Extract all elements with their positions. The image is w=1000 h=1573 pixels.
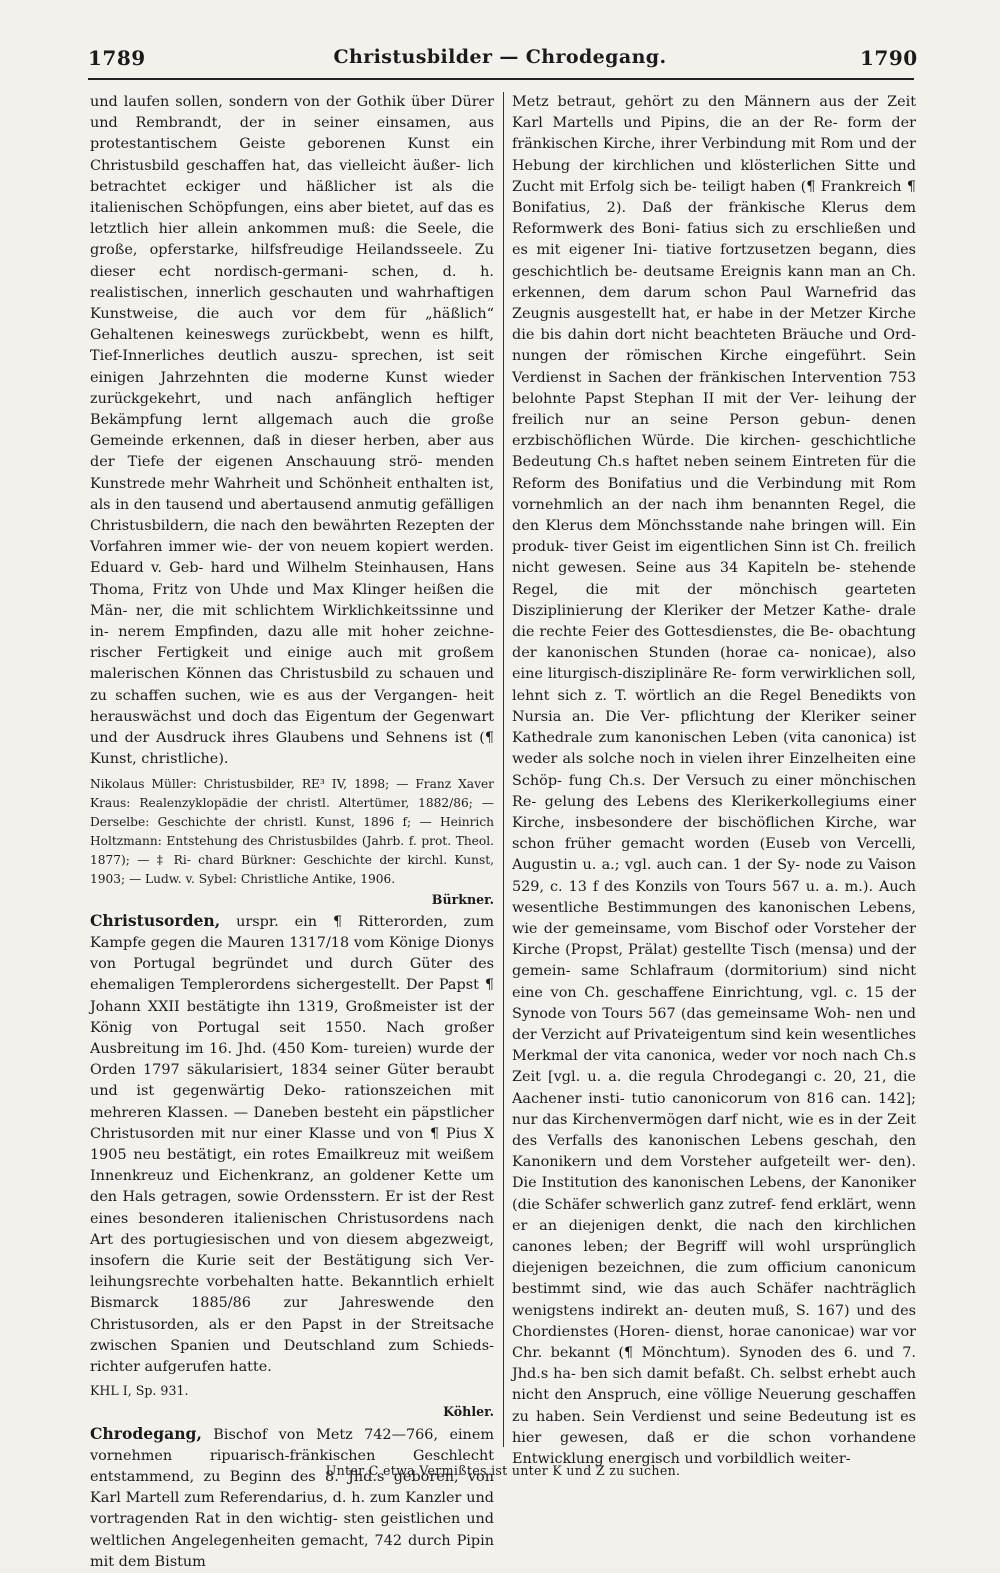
header-rule [88,78,914,80]
christusorden-author-signature: Köhler. [443,1404,494,1420]
christusbilder-author-signature: Bürkner. [431,891,494,907]
chrodegang-lemma: Chrodegang, [90,1423,202,1443]
column-divider [503,92,504,1447]
christusorden-lemma: Christusorden, [90,910,221,930]
christusbilder-references: Nikolaus Müller: Christusbilder, RE³ IV, 1898; — Franz Xaver Kraus: Realenzyklopädie der christl. Altertümer, 1882/86; — Derselbe: Geschichte der christl. Kunst, 1896 f; — Heinrich Holtzmann: Entstehung des Christusbildes (Jahrb. f. prot. Theol. 1877); — ‡ Ri- chard Bürkner: Geschichte der kirchl. Kunst, 1903; — Ludw. v. Sybel: Christliche Antike, 1906. [90,776,494,886]
christusorden-text: urspr. ein ¶ Ritterorden, zum Kampfe gegen die Mauren 1317/18 vom Könige Dionys von Portugal begründet und durch Güter des ehemaligen Templerordens sichergestellt. Der Papst ¶ Johann XXII bestätigte ihn 1319, Großmeister ist der König von Portugal seit 1550. Nach großer Ausbreitung im 16. Jhd. (450 Kom- tureien) wurde der Orden 1797 säkularisiert, 1834 seiner Güter beraubt und ist gegenwärtig Deko- rationszeichen mit mehreren Klassen. — Daneben besteht ein päpstlicher Christusorden mit nur einer Klasse und von ¶ Pius X 1905 neu bestätigt, ein rotes Emailkreuz mit weißem Innenkreuz und Eichenkranz, an goldener Kette um den Hals getragen, sowie Ordensstern. Er ist der Rest eines besonderen italienischen Christusordens nach Art des portugiesischen und von diesem abgezweigt, insofern die Kurie seit der Bestätigung sich Ver- leihungsrechte vorbehalten hatte. Bekanntlich erhielt Bismarck 1885/86 zur Jahreswende den Christusorden, als er den Papst in der Streitsache zwischen Spanien und Deutschland zum Schieds- richter aufgerufen hatte. [90,913,494,1375]
chrodegang-text-continued: Metz betraut, gehört zu den Männern aus der Zeit Karl Martells und Pipins, die an der Re- form der fränkischen Kirche, ihrer Verbindung mit Rom und der Hebung der kirchlichen und klösterlichen Sitte und Zucht mit Erfolg sich be- teiligt haben (¶ Frankreich ¶ Bonifatius, 2). Daß der fränkische Klerus dem Reformwerk des Boni- fatius sich zu erschließen und es mit eigener Ini- tiative fortzusetzen begann, dies geschichtlich be- deutsame Ereignis kann man an Ch. erkennen, dem darum schon Paul Warnefrid das Zeugnis ausgestellt hat, er habe in der Metzer Kirche die bis dahin dort nicht beachteten Bräuche und Ord- nungen der römischen Kirche eingeführt. Sein Verdienst in Sachen der fränkischen Intervention 753 belohnte Papst Stephan II mit der Ver- leihung der freilich nur an seine Person gebun- denen erzbischöflichen Würde. Die kirchen- geschichtliche Bedeutung Ch.s haftet neben seinem Eintreten für die Reform des Bonifatius und die Verbindung mit Rom vornehmlich an der nach ihm benannten Regel, die den Klerus dem Mönchsstande nahe bringen will. Ein produk- tiver Geist im eigentlichen Sinn ist Ch. freilich nicht gewesen. Seine aus 34 Kapiteln be- stehende Regel, die mit der mönchisch gearteten Disziplinierung der Kleriker der Metzer Kathe- drale die rechte Feier des Gottesdienstes, die Be- obachtung der kanonischen Stunden (horae ca- nonicae), also eine liturgisch-disziplinäre Re- form verwirklichen soll, lehnt sich z. T. wörtlich an die Regel Benedikts von Nursia an. Die Ver- pflichtung der Kleriker seiner Kathedrale zum kanonischen Leben (vita canonica) ist weder als solche noch in vielen ihrer Einzelheiten eine Schöp- fung Ch.s. Der Versuch zu einer mönchischen Re- gelung des Lebens des Klerikerkollegiums einer Kirche, insbesondere der bischöflichen Kirche, war schon früher gemacht worden (Euseb von Vercelli, Augustin u. a.; vgl. auch can. 1 der Sy- node zu Vaison 529, c. 13 f des Konzils von Tours 567 u. a. m.). Auch wesentliche Bestimmungen des kanonischen Lebens, wie der gemeinsame, vom Bischof oder Vorsteher der Kirche (Propst, Prälat) gestellte Tisch (mensa) und der gemein- same Schlafraum (dormitorium) sind nicht eine von Ch. geschaffene Einrichtung, vgl. c. 15 der Synode von Tours 567 (das gemeinsame Woh- nen und der Verzicht auf Privateigentum sind kein wesentliches Merkmal der vita canonica, weder vor noch nach Ch.s Zeit [vgl. u. a. die regula Chrodegangi c. 20, 21, die Aachener insti- tutio canonicorum von 816 can. 142]; nur das Kirchenvermögen darf nicht, wie es in der Zeit des Verfalls des kanonischen Lebens geschah, den Kanonikern und dem Vorsteher aufgeteilt wer- den). Die Institution des kanonischen Lebens, der Kanoniker (die Schäfer schwerlich ganz zutref- fend erklärt, wenn er an diejenigen denkt, die nach den kirchlichen canones leben; der Begriff will wohl ursprünglich diejenigen bezeichnen, die zum officium canonicum bestimmt sind, wie das auch Schäfer nachträglich wenigstens indirekt an- deuten muß, S. 167) und des Chordienstes (Horen- dienst, horae canonicae) war vor Chr. bekannt (¶ Mönchtum). Synoden des 6. und 7. Jhd.s ha- ben sich damit befaßt. Ch. selbst erhebt auch nicht den Anspruch, eine völlige Neuerung geschaffen zu haben. Sein Verdienst und seine Bedeutung ist es hier gewesen, daß er die schon vorhandene Entwicklung energisch und vorbildlich weiter- [512,94,916,1467]
right-page-number: 1790 [860,46,918,70]
left-page-number: 1789 [88,46,146,70]
christusorden-entry [90,910,494,1378]
footer-note: Unter C etwa Vermißtes ist unter K und Z zu suchen. [325,1463,681,1478]
christusorden-reference: KHL I, Sp. 931. [90,1383,189,1399]
chrodegang-entry [90,1423,494,1573]
christusbilder-text: und laufen sollen, sondern von der Gothik über Dürer und Rembrandt, der in seiner einsamen, aus protestantischem Geiste geborenen Kunst ein Christusbild geschaffen hat, das vielleicht äußer- lich betrachtet eckiger und häßlicher ist als die italienischen Schöpfungen, eins aber bietet, auf das es letztlich hier allein ankommen muß: die Seele, die große, opferstarke, hilfsfreudige Heilandsseele. Zu dieser echt nordisch-germani- schen, d. h. realistischen, innerlich geschauten und wahrhaftigen Kunstweise, die auch vor dem für „häßlich“ Gehaltenen keineswegs zurückbebt, wenn es hilft, Tief-Innerliches deutlich auszu- sprechen, ist seit einigen Jahrzehnten die moderne Kunst wieder zurückgekehrt, und nach anfänglich heftiger Bekämpfung lernt allgemach auch die große Gemeinde erkennen, daß in dieser herben, aber aus der Tiefe der eigenen Anschauung strö- menden Kunstrede mehr Wahrheit und Schönheit enthalten ist, als in den tausend und abertausend anmutig gefälligen Christusbildern, die nach den bewährten Rezepten der Vorfahren immer wie- der von neuem kopiert werden. Eduard v. Geb- hard und Wilhelm Steinhausen, Hans Thoma, Fritz von Uhde und Max Klinger heißen die Män- ner, die mit schlichtem Wirklichkeitssinne und in- nerem Empfinden, dazu alle mit hoher zeichne- rischer Fertigkeit und einige auch mit großem malerischen Können das Christusbild zu schauen und zu schaffen suchen, wie es aus der Vergangen- heit herauswächst und doch das Eigentum der Gegenwart und der Ausdruck ihres Glaubens und Sehnens ist (¶ Kunst, christliche). [90,94,494,768]
running-head-title: Christusbilder — Chrodegang. [333,46,667,68]
chrodegang-text-start: Bischof von Metz 742—766, einem vornehmen ripuarisch-fränkischen Geschlecht entstammend, zu Beginn des 8. Jhd.s geboren, von Karl Martell zum Referendarius, d. h. zum Kanzler und vortragenden Rat in den wichtig- sten geistlichen und weltlichen Angelegenheiten gemacht, 742 durch Pipin mit dem Bistum [90,1426,494,1570]
right-column [512,92,916,1467]
left-column [90,92,494,1570]
